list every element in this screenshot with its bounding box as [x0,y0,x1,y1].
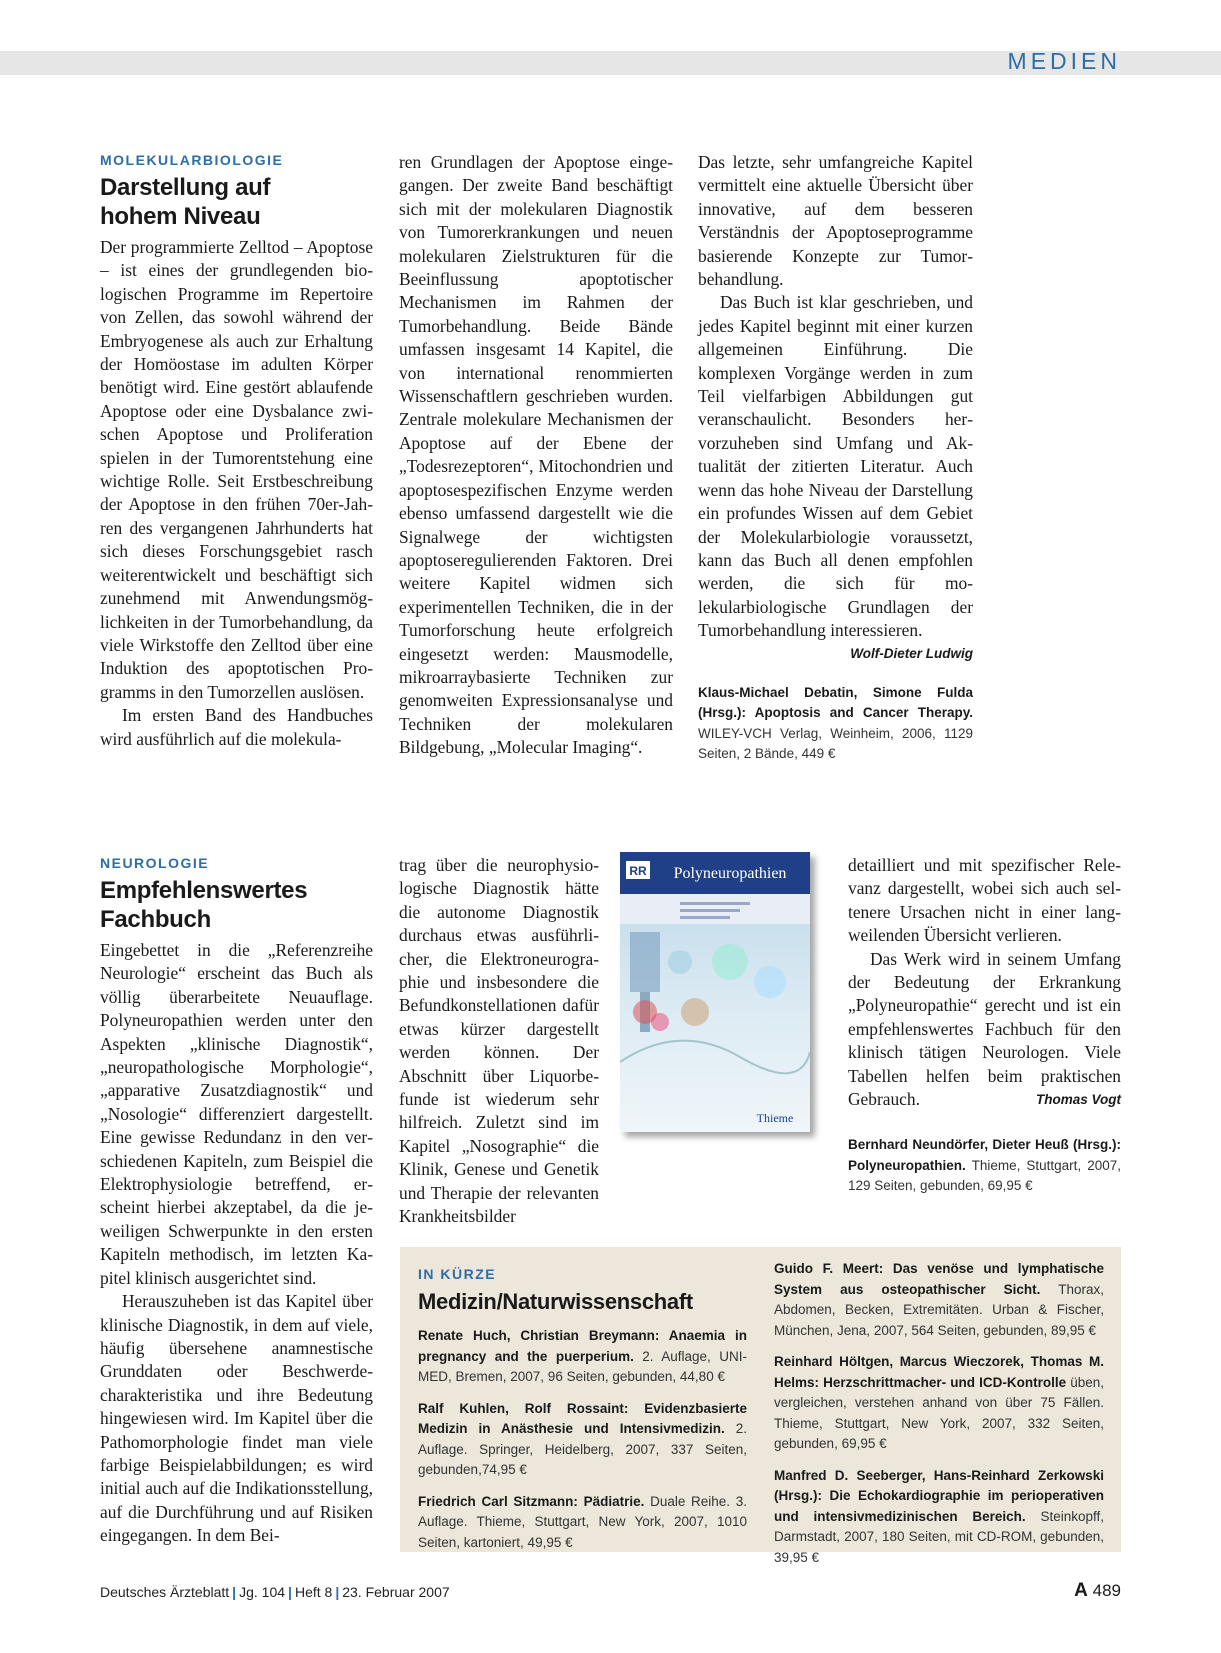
article2-kicker: NEUROLOGIE [100,855,210,871]
article1-kicker: MOLEKULARBIOLOGIE [100,152,284,168]
cover-title: Polyneuropathien [673,865,787,882]
article1-column-1 [100,151,373,751]
footer-separator: | [335,1584,340,1600]
in-kuerze-item-details: üben, vergleichen, verstehen anhand von über 75 Fällen. Thieme, Stuttgart, New York, 2007, 332 Seiten, gebunden, 69,95 € [774,1374,1104,1451]
article1-paragraph: Im ersten Band des Handbuches wird ausführlich auf die molekula- [100,705,373,749]
page-number-prefix: A [1074,1580,1088,1601]
article2-author: Thomas Vogt [1035,1092,1121,1108]
in-kuerze-item-details: Duale Reihe. 3. Auflage. Thieme, Stuttgart, New York, 2007, 1010 Seiten, kartoniert, 49,95 € [418,1493,747,1550]
in-kuerze-item [418,1492,747,1554]
footer-citation [100,1584,450,1600]
article1-column-3 [698,151,973,765]
in-kuerze-item [418,1399,747,1481]
cover-publisher: Thieme [756,1111,794,1125]
article1-paragraph: ren Grundlagen der Apoptose eingegangen. Der zweite Band beschäftigt sich mit der molekularen Diagnostik von Tumorerkrankungen und neuen molekularen Zielstrukturen für die Beeinflussung apoptotischer Mechanismen im Rahmen der Tumorbehandlung. Beide Bände umfassen insgesamt 14 Kapitel, die von international renommierten Wissenschaftlern geschrieben wurden. Zentrale molekulare Mechanismen der Apoptose auf der Ebene der „Todesrezeptoren“, Mitochondrien und apoptosespezifischen Enzyme werden ebenso umfassend dargestellt wie die Signalwege der wichtigsten apoptoseregulierenden Faktoren. Drei weitere Kapitel widmen sich experimentellen Techniken, die in der Tumorforschung heute erfolgreich eingesetzt werden: Mausmodelle, mikroarraybasierte Techniken zur genomweiten Expressionsanalyse und Techniken der molekularen Bildgebung, „Molecular Imaging“. [399,152,673,758]
in-kuerze-item-title: Friedrich Carl Sitzmann: Pädiatrie. [418,1493,645,1509]
article1-headline-line2: hohem Niveau [100,203,261,230]
in-kuerze-item-title: Reinhard Höltgen, Marcus Wieczorek, Thomas M. Helms: Herzschrittmacher- und ICD-Kontrolle [774,1354,1104,1390]
article2-paragraph: Eingebettet in die „Referenzreihe Neurologie“ erscheint das Buch als völlig überarbeitete Neuauflage. Polyneuropathien werden unter den Aspekten „klinische Diagnostik“, „neuropathologische Morphologie“, „apparative Zusatzdiagnostik“ und „Nosologie“ differenziert dargestellt. Eine gewisse Redundanz in den verschiedenen Kapiteln, zum Beispiel die Elektrophysiologie betreffend, erscheint hierbei akzeptabel, da die jeweiligen Schwerpunkte in den ersten Kapiteln methodisch, im letzten Kapitel klinisch ausgerichtet sind. [100,940,373,1288]
article1-headline-line1: Darstellung auf [100,174,271,201]
article2-paragraph: trag über die neurophysiologische Diagnostik hätte die autonome Diagnostik durchaus etwas ausführlicher, die Elektroneurographie und insbesondere die Befundkonstellationen dafür etwas kürzer dargestellt werden können. Der Abschnitt über Liquorbefunde ist wiederum sehr hilfreich. Zuletzt sind im Kapitel „Nosographie“ die Klinik, Genese und Genetik und Therapie der relevanten Krankheitsbilder [399,855,599,1227]
in-kuerze-box [400,1247,1121,1565]
article2-column-3 [848,854,1121,1197]
article2-headline [100,876,373,934]
article2-paragraph: detailliert und mit spezifischer Relevanz dargestellt, wobei sich auch seltenere Ursachen nicht in einer langweilenden Übersicht verlieren. [848,855,1121,946]
in-kuerze-headline: Medizin/Naturwissenschaft [418,1289,693,1314]
article1-paragraph: Das letzte, sehr umfangreiche Kapitel vermittelt eine aktuelle Übersicht über innovative, auf dem besseren Verständnis der Apoptoseprogramme basierende Konzepte zur Tumorbehandlung. [698,152,973,290]
article1-column-2 [399,151,673,760]
article2-reference-details: Thieme, Stuttgart, 2007, 129 Seiten, gebunden, 69,95 € [848,1157,1121,1194]
in-kuerze-item-title: Manfred D. Seeberger, Hans-Reinhard Zerkowski (Hrsg.): Die Echokardiographie im perioperativen und intensivmedizinischen Bereich. [774,1467,1104,1524]
page-number [1074,1580,1121,1602]
article1-reference-details: WILEY-VCH Verlag, Weinheim, 2006, 1129 Seiten, 2 Bände, 449 € [698,725,973,762]
article2-headline-line2: Fachbuch [100,906,211,933]
in-kuerze-kicker: IN KÜRZE [418,1266,497,1282]
in-kuerze-item-title: Guido F. Meert: Das venöse und lymphatische System aus osteopathischer Sicht. [774,1261,1104,1297]
footer-journal: Deutsches Ärzteblatt [100,1584,230,1600]
article2-headline-line1: Empfehlenswertes [100,877,308,904]
footer-volume: Jg. 104 [239,1584,286,1600]
article2-column-1 [100,854,373,1548]
in-kuerze-item-title: Ralf Kuhlen, Rolf Rossaint: Evidenzbasierte Medizin in Anästhesie und Intensivmedizin. [418,1400,747,1436]
article2-column-2 [399,854,599,1229]
book-cover-image [620,852,810,1132]
article1-paragraph: Der programmierte Zelltod – Apoptose – ist eines der grundlegenden biologischen Programme im Repertoire von Zellen, das sowohl während der Embryogenese als auch zur Erhaltung der Homöostase im adulten Körper benötigt wird. Eine gestört ablaufende Apoptose oder eine Dysbalance zwischen Apoptose und Proliferation spielen in der Tumorentstehung eine wichtige Rolle. Seit Erstbeschreibung der Apoptose in den frühen 70er-Jahren des vergangenen Jahrhunderts hat sich dieses Forschungsgebiet rasch weiterentwickelt und beschäftigt sich zunehmend mit Anwendungsmöglichkeiten in der Tumorbehandlung, da viele Wirkstoffe den Zelltod über eine Induktion des apoptotischen Programms in den Tumorzellen auslösen. [100,237,373,702]
in-kuerze-item [774,1466,1104,1569]
article1-headline [100,173,373,231]
article2-reference-title: Bernhard Neundörfer, Dieter Heuß (Hrsg.): Polyneuropathien. [848,1137,1121,1173]
article2-paragraph: Herauszuheben ist das Kapitel über klinische Diagnostik, in dem auf viele, häufig übersehene anamnestische Grunddaten oder Beschwerdecharakteristika und ihre Bedeutung hingewiesen wird. Im Kapitel über die Pathomorphologie findet man viele farbige Beispielabbildungen; es wird initial auch auf die Indikationsstellung, auf die Durchführung und auf Risiken eingegangen. In dem Bei- [100,1291,373,1546]
article1-reference-title: Klaus-Michael Debatin, Simone Fulda (Hrsg.): Apoptosis and Cancer Therapy. [698,684,973,721]
article2-paragraph-text: Das Werk wird in seinem Umfang der Bedeutung der Erkrankung „Polyneuropathie“ gerecht und ist ein empfehlenswertes Fachbuch für den klinisch tätigen Neurologen. Viele Tabellen helfen beim praktischen Gebrauch. [848,948,1121,1110]
page-number-value: 489 [1092,1581,1121,1600]
footer-separator: | [232,1584,237,1600]
in-kuerze-item [418,1326,747,1388]
footer-separator: | [288,1584,292,1600]
section-label: MEDIEN [1007,48,1121,74]
in-kuerze-column-1 [418,1263,747,1564]
cover-series-logo: RR [629,864,647,878]
in-kuerze-item [774,1259,1104,1341]
in-kuerze-item [774,1352,1104,1455]
in-kuerze-item-details: Thorax, Abdomen, Becken, Extremitäten. Urban & Fischer, München, Jena, 2007, 564 Seiten, gebunden, 89,95 € [774,1281,1104,1338]
in-kuerze-item-title: Renate Huch, Christian Breymann: Anaemia in pregnancy and the puerperium. [418,1328,747,1364]
in-kuerze-item-details: 2. Auflage. Springer, Heidelberg, 2007, 337 Seiten, gebunden,74,95 € [418,1421,747,1477]
footer-issue: Heft 8 [294,1584,333,1600]
in-kuerze-column-2 [774,1259,1104,1579]
in-kuerze-item-details: Steinkopff, Darmstadt, 2007, 180 Seiten, mit CD-ROM, gebunden, 39,95 € [774,1508,1104,1565]
article1-paragraph: Das Buch ist klar geschrieben, und jedes Kapitel beginnt mit einer kurzen allgemeinen Einführung. Die komplexen Vorgänge werden in zum Teil vielfarbigen Abbildungen gut veranschaulicht. Besonders hervorzuheben sind Umfang und Aktualität der zitierten Literatur. Auch wenn das hohe Niveau der Darstellung ein profundes Wissen auf dem Gebiet der Molekularbiologie voraussetzt, kann das Buch all denen empfohlen werden, die sich für molekularbiologische Grundlagen der Tumorbehandlung interessieren. [698,292,973,641]
article1-book-reference [698,683,973,765]
article2-book-reference [848,1135,1121,1197]
in-kuerze-item-details: 2. Auflage, UNI-MED, Bremen, 2007, 96 Seiten, gebunden, 44,80 € [418,1348,747,1384]
article1-author: Wolf-Dieter Ludwig [850,645,973,661]
article2-paragraph [848,948,1121,1112]
footer-date: 23. Februar 2007 [342,1584,450,1600]
